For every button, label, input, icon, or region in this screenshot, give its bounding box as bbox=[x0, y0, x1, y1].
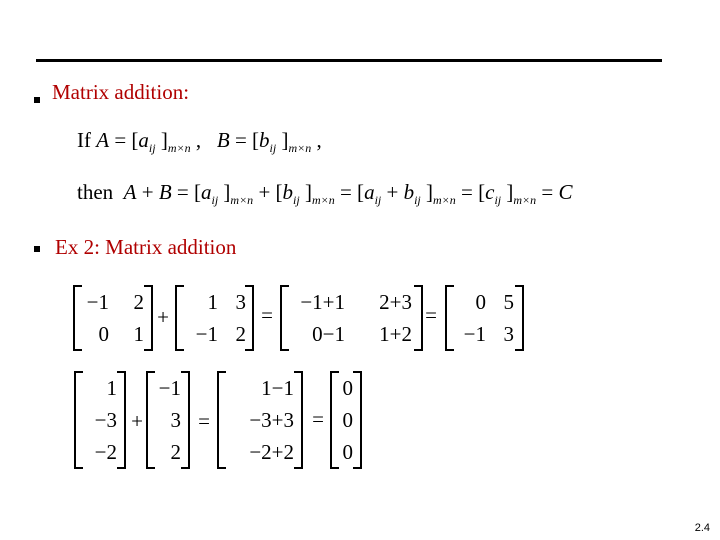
matrix-bracket bbox=[181, 372, 189, 468]
definition-line-2: then $A + B = [a_{ij}$ ]$_{m\times n} + [b_{ij}$ ]$_{m\times n} = [a_{ij} + b_{ij}$ ]$_{m\times n} = [c_{ij}$ ]$_{m\times n} = C$ bbox=[77, 180, 573, 208]
matrix-bracket bbox=[117, 372, 125, 468]
matrix-bracket bbox=[147, 372, 155, 468]
operator-symbol: = bbox=[312, 407, 324, 431]
ex2-matrix-b-cell: 3 bbox=[170, 408, 181, 433]
ex2-matrix-result-cell: 0 bbox=[342, 408, 353, 433]
operator-symbol: + bbox=[157, 305, 169, 329]
matrix-bracket bbox=[74, 286, 82, 350]
matrix-bracket bbox=[245, 286, 253, 350]
matrix-bracket bbox=[446, 286, 454, 350]
ex1-matrix-a-cell: 1 bbox=[133, 322, 144, 347]
operator-symbol: = bbox=[425, 303, 437, 327]
ex1-matrix-b-cell: 2 bbox=[235, 322, 246, 347]
ex1-matrix-b-cell: −1 bbox=[195, 322, 218, 347]
ex2-matrix-result-cell: 0 bbox=[342, 440, 353, 465]
ex1-matrix-sum-cell: −1+1 bbox=[300, 290, 345, 315]
matrix-bracket bbox=[331, 372, 339, 468]
matrix-bracket bbox=[281, 286, 289, 350]
ex1-matrix-result-cell: 0 bbox=[475, 290, 486, 315]
ex2-matrix-result-cell: 0 bbox=[342, 376, 353, 401]
ex1-matrix-sum-cell: 0−1 bbox=[312, 322, 345, 347]
matrix-bracket bbox=[353, 372, 361, 468]
ex1-matrix-a-cell: 0 bbox=[98, 322, 109, 347]
operator-symbol: = bbox=[198, 409, 210, 433]
ex1-matrix-b-cell: 3 bbox=[235, 290, 246, 315]
ex2-matrix-a-cell: −2 bbox=[94, 440, 117, 465]
ex2-matrix-b-cell: −1 bbox=[158, 376, 181, 401]
definition-line-1: If $A = [a_{ij}$ ]$_{m\times n}$ , $B = [b_{ij}$ ]$_{m\times n}$ , bbox=[77, 128, 322, 156]
matrix-bracket bbox=[75, 372, 83, 468]
matrix-bracket bbox=[515, 286, 523, 350]
operator-symbol: = bbox=[261, 303, 273, 327]
matrix-bracket bbox=[294, 372, 302, 468]
matrix-bracket bbox=[218, 372, 226, 468]
ex1-matrix-result-cell: 5 bbox=[503, 290, 514, 315]
ex1-matrix-sum-cell: 2+3 bbox=[379, 290, 412, 315]
page-number: 2.4 bbox=[694, 522, 710, 534]
ex1-matrix-a-cell: −1 bbox=[86, 290, 109, 315]
matrix-bracket bbox=[176, 286, 184, 350]
ex2-matrix-b-cell: 2 bbox=[170, 440, 181, 465]
ex1-matrix-sum-cell: 1+2 bbox=[379, 322, 412, 347]
matrix-bracket bbox=[144, 286, 152, 350]
matrix-bracket bbox=[414, 286, 422, 350]
ex2-matrix-sum-cell: −2+2 bbox=[249, 440, 294, 465]
operator-symbol: + bbox=[131, 409, 143, 433]
ex1-matrix-a-cell: 2 bbox=[133, 290, 144, 315]
ex1-matrix-result-cell: 3 bbox=[503, 322, 514, 347]
ex1-matrix-b-cell: 1 bbox=[207, 290, 218, 315]
heading-matrix-addition: Matrix addition: bbox=[52, 80, 190, 104]
heading-example-2: Ex 2: Matrix addition bbox=[55, 235, 237, 259]
ex2-matrix-sum-cell: −3+3 bbox=[249, 408, 294, 433]
ex1-matrix-result-cell: −1 bbox=[463, 322, 486, 347]
ex2-matrix-sum-cell: 1−1 bbox=[261, 376, 294, 401]
ex2-matrix-a-cell: −3 bbox=[94, 408, 117, 433]
ex2-matrix-a-cell: 1 bbox=[106, 376, 117, 401]
